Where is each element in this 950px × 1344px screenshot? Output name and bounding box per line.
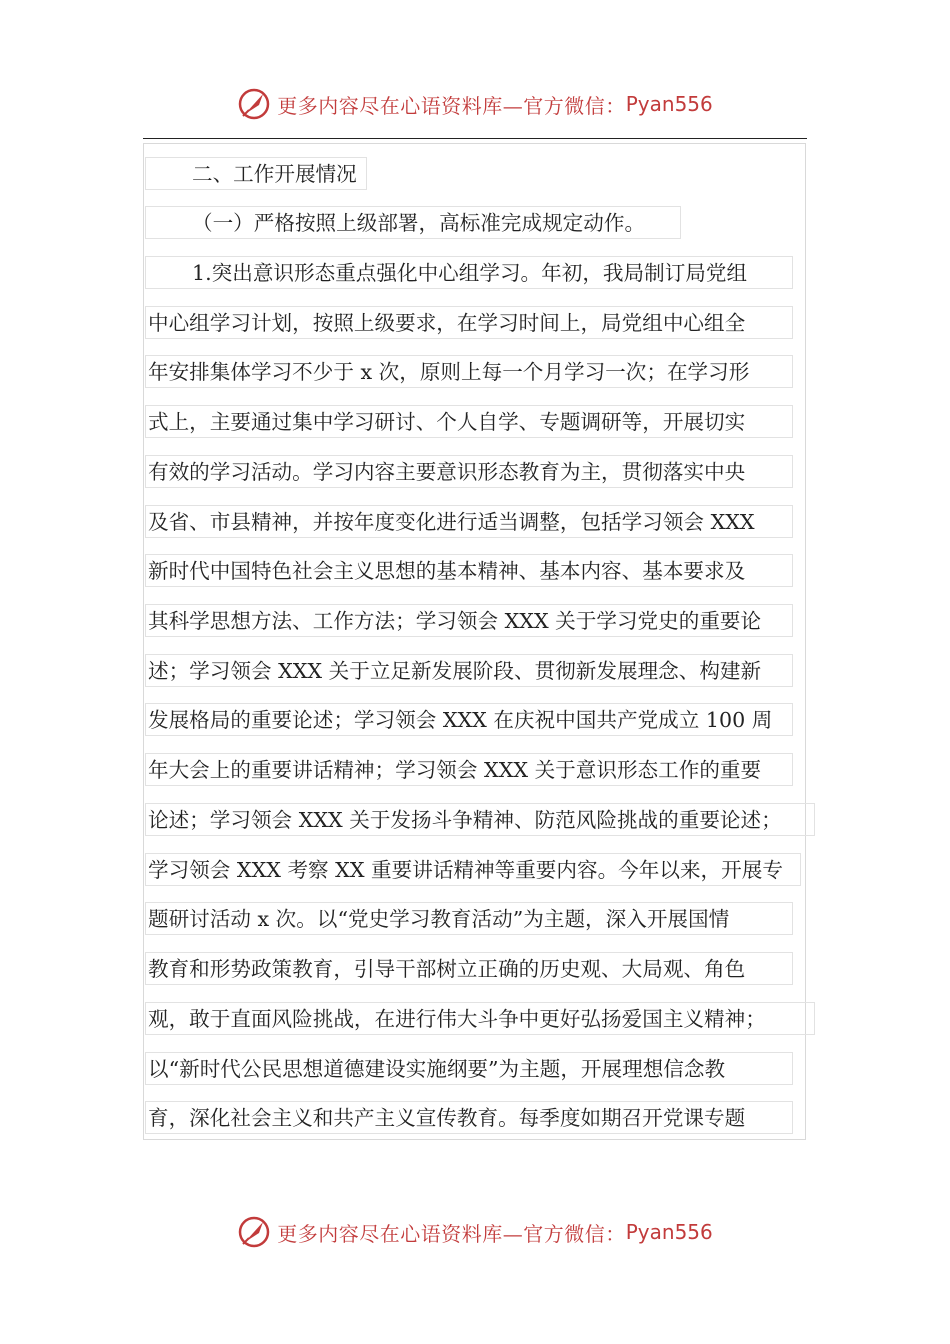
paragraph-line: 以“新时代公民思想道德建设实施纲要”为主题，开展理想信念教	[145, 1052, 793, 1085]
quill-logo-icon	[237, 87, 271, 121]
paragraph-line: 中心组学习计划，按照上级要求，在学习时间上，局党组中心组全	[145, 306, 793, 339]
paragraph-line: 及省、市县精神，并按年度变化进行适当调整，包括学习领会 XXX	[145, 505, 793, 538]
paragraph-line: 有效的学习活动。学习内容主要意识形态教育为主，贯彻落实中央	[145, 455, 793, 488]
paragraph-line: 其科学思想方法、工作方法；学习领会 XXX 关于学习党史的重要论	[145, 604, 793, 637]
paragraph-line: 学习领会 XXX 考察 XX 重要讲话精神等重要内容。今年以来，开展专	[145, 853, 801, 886]
header-banner	[0, 84, 950, 124]
banner-wechat-id: Pyan556	[625, 92, 713, 116]
banner-text: 更多内容尽在心语资料库—官方微信：	[277, 1221, 626, 1246]
banner-wechat-id: Pyan556	[625, 1220, 713, 1244]
paragraph-line: 1.突出意识形态重点强化中心组学习。年初，我局制订局党组	[145, 256, 793, 289]
paragraph-line: 新时代中国特色社会主义思想的基本精神、基本内容、基本要求及	[145, 554, 793, 587]
paragraph-line: 发展格局的重要论述；学习领会 XXX 在庆祝中国共产党成立 100 周	[145, 703, 793, 736]
paragraph-line: 教育和形势政策教育，引导干部树立正确的历史观、大局观、角色	[145, 952, 793, 985]
paragraph-line: 年安排集体学习不少于 x 次，原则上每一个月学习一次；在学习形	[145, 355, 793, 388]
paragraph-line: 述；学习领会 XXX 关于立足新发展阶段、贯彻新发展理念、构建新	[145, 654, 793, 687]
banner-text: 更多内容尽在心语资料库—官方微信：	[277, 93, 626, 118]
section-heading: 二、工作开展情况	[145, 157, 367, 190]
header-rule	[143, 138, 807, 139]
paragraph-line: 育，深化社会主义和共产主义宣传教育。每季度如期召开党课专题	[145, 1101, 793, 1134]
paragraph-line: 式上，主要通过集中学习研讨、个人自学、专题调研等，开展切实	[145, 405, 793, 438]
footer-banner	[0, 1212, 950, 1252]
paragraph-line: 年大会上的重要讲话精神；学习领会 XXX 关于意识形态工作的重要	[145, 753, 793, 786]
paragraph-line: 题研讨活动 x 次。以“党史学习教育活动”为主题，深入开展国情	[145, 902, 793, 935]
paragraph-line: 论述；学习领会 XXX 关于发扬斗争精神、防范风险挑战的重要论述；	[145, 803, 815, 836]
content-frame	[143, 143, 806, 1140]
quill-logo-icon	[237, 1215, 271, 1249]
subsection-heading: （一）严格按照上级部署，高标准完成规定动作。	[145, 206, 681, 239]
paragraph-line: 观，敢于直面风险挑战，在进行伟大斗争中更好弘扬爱国主义精神；	[145, 1002, 815, 1035]
